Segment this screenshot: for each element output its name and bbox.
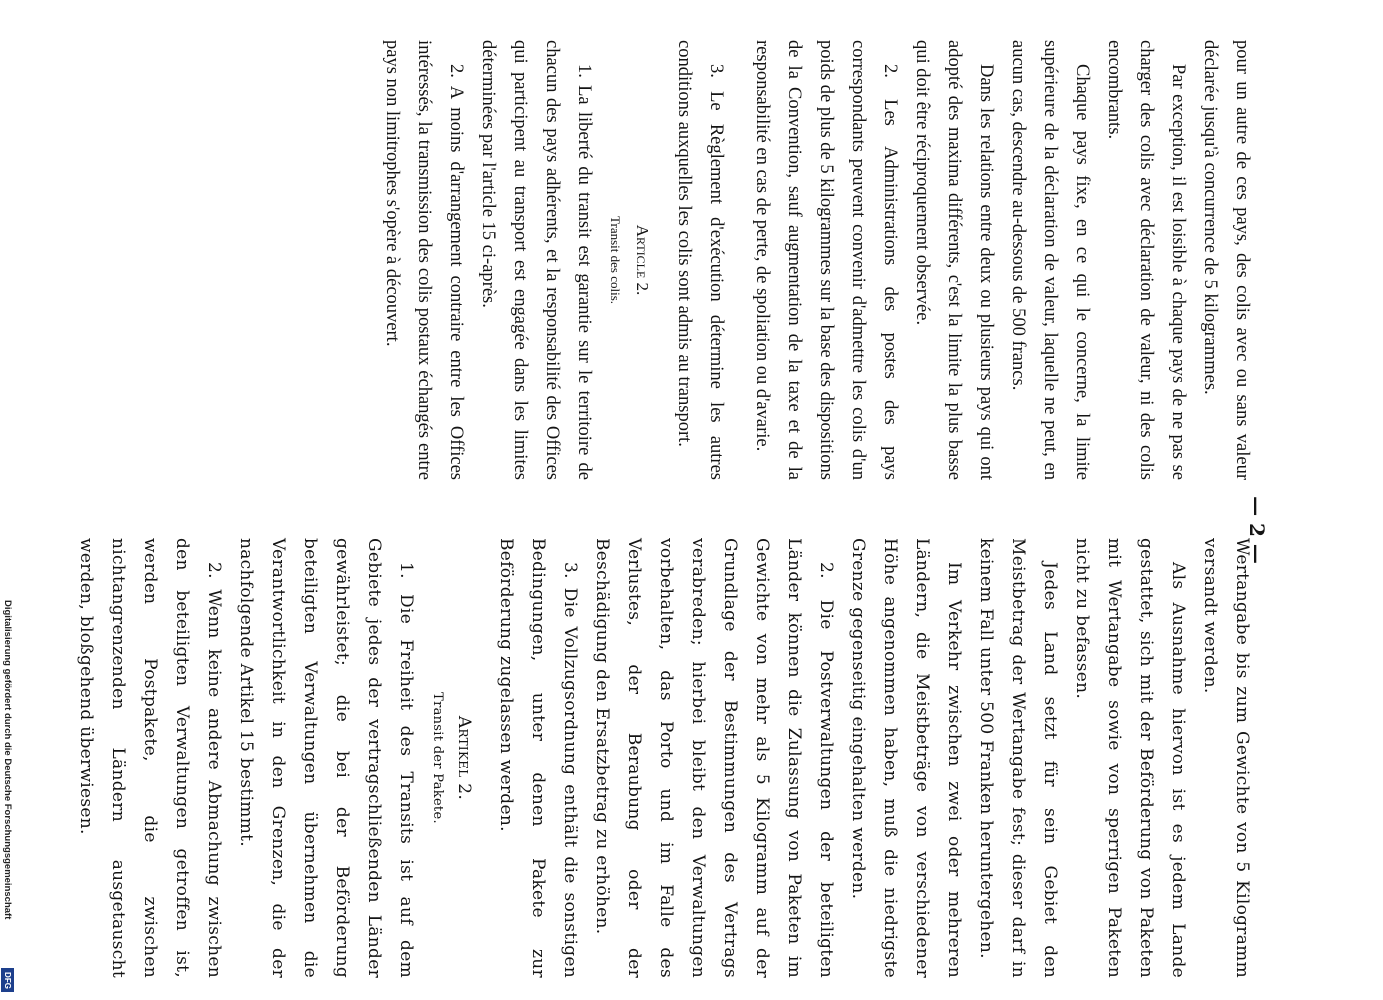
- de-article-title: Artikel 2.: [454, 715, 474, 801]
- fr-article-subtitle: Transit des colis.: [608, 216, 623, 304]
- fr-article-title: Article 2.: [633, 224, 652, 296]
- page-number-text: — 2 —: [1245, 496, 1269, 564]
- fr-paragraph-7: 1. La liberté du transit est garantie sur le territoire de chacun des pays adhérents, et la responsabilité des Offices qui participent au transport est engagée dans les limites déterminées par l'article 15 ci-après.: [478, 40, 594, 480]
- fr-paragraph-4: Dans les relations entre deux ou plusieurs pays qui ont adopté des maxima différents, c'est la limite la plus basse qui doit être réciproquement observée.: [912, 40, 996, 480]
- de-paragraph-7: 1. Die Freiheit des Transits ist auf dem Gebiete jedes der vertragschließenden Länder gewährleistet; die bei der Beförderung beteiligten Verwaltungen übernehmen die Verantwortlichkeit in den Grenzen, die der nachfolgende Artikel 15 bestimmt.: [236, 538, 416, 978]
- french-column: [376, 40, 1258, 480]
- de-paragraph-6: 3. Die Vollzugsordnung enthält die sonstigen Bedingungen, unter denen Pakete zur Beförderung zugelassen werden.: [496, 538, 580, 978]
- german-column: [70, 538, 1258, 978]
- credit-line: [0, 600, 14, 992]
- de-paragraph-5: 2. Die Postverwaltungen der beteiligten Länder können die Zulassung von Paketen im Gewichte von mehr als 5 Kilogramm auf der Grundlage der Bestimmungen des Vertrags verabreden; hierbei bleibt den Verwaltungen vorbehalten, das Porto und im Falle des Verlustes, der Beraubung oder der Beschädigung den Ersatzbetrag zu erhöhen.: [592, 538, 836, 978]
- book-page: [76, 0, 1258, 1000]
- de-paragraph-1: Wertangabe bis zum Gewichte von 5 Kilogramm versandt werden.: [1200, 538, 1252, 978]
- fr-paragraph-3: Chaque pays fixe, en ce qui le concerne, la limite supérieure de la déclaration de valeur, laquelle ne peut, en aucun cas, descendre au-dessous de 500 francs.: [1008, 40, 1092, 480]
- fr-paragraph-5: 2. Les Administrations des postes des pays correspondants peuvent convenir d'admettre les colis d'un poids de plus de 5 kilogrammes sur la base des dispositions de la Convention, sauf augmentation de la taxe et de la responsabilité en cas de perte, de spoliation ou d'avarie.: [752, 40, 900, 480]
- dfg-logo-icon: [1, 968, 14, 992]
- de-article-subtitle: Transit der Pakete.: [430, 692, 445, 824]
- de-paragraph-2: Als Ausnahme hiervon ist es jedem Lande gestattet, sich mit der Beförderung von Paketen mit Wertangabe sowie von sperrigen Paketen nicht zu befassen.: [1072, 538, 1188, 978]
- de-paragraph-3: Jedes Land setzt für sein Gebiet den Meistbetrag der Wertangabe fest; dieser darf in keinem Fall unter 500 Franken heruntergehen.: [976, 538, 1060, 978]
- fr-paragraph-6: 3. Le Règlement d'exécution détermine les autres conditions auxquelles les colis sont admis au transport.: [674, 40, 726, 480]
- de-paragraph-8: 2. Wenn keine andere Abmachung zwischen den beteiligten Verwaltungen getroffen ist, werden Postpakete, die zwischen nichtangrenzenden Ländern ausgetauscht werden, bloßgehend überwiesen.: [76, 538, 224, 978]
- dfg-logo-text: DFG: [3, 971, 13, 989]
- fr-paragraph-2: Par exception, il est loisible à chaque pays de ne pas se charger des colis avec déclaration de valeur, ni des colis encombrants.: [1104, 40, 1188, 480]
- fr-paragraph-8: 2. A moins d'arrangement contraire entre les Offices intéressés, la transmission des colis postaux échangés entre pays non limitrophes s'opère à découvert.: [382, 40, 466, 480]
- credit-text: Digitalisierung gefördert durch die Deutsche Forschungsgemeinschaft: [2, 600, 13, 920]
- fr-paragraph-1: pour un autre de ces pays, des colis avec ou sans valeur déclarée jusqu'à concurrence de 5 kilogrammes.: [1200, 40, 1252, 480]
- de-paragraph-4: Im Verkehr zwischen zwei oder mehreren Ländern, die Meistbeträge von verschiedener Höhe angenommen haben, muß die niedrigste Grenze gegenseitig eingehalten werden.: [848, 538, 964, 978]
